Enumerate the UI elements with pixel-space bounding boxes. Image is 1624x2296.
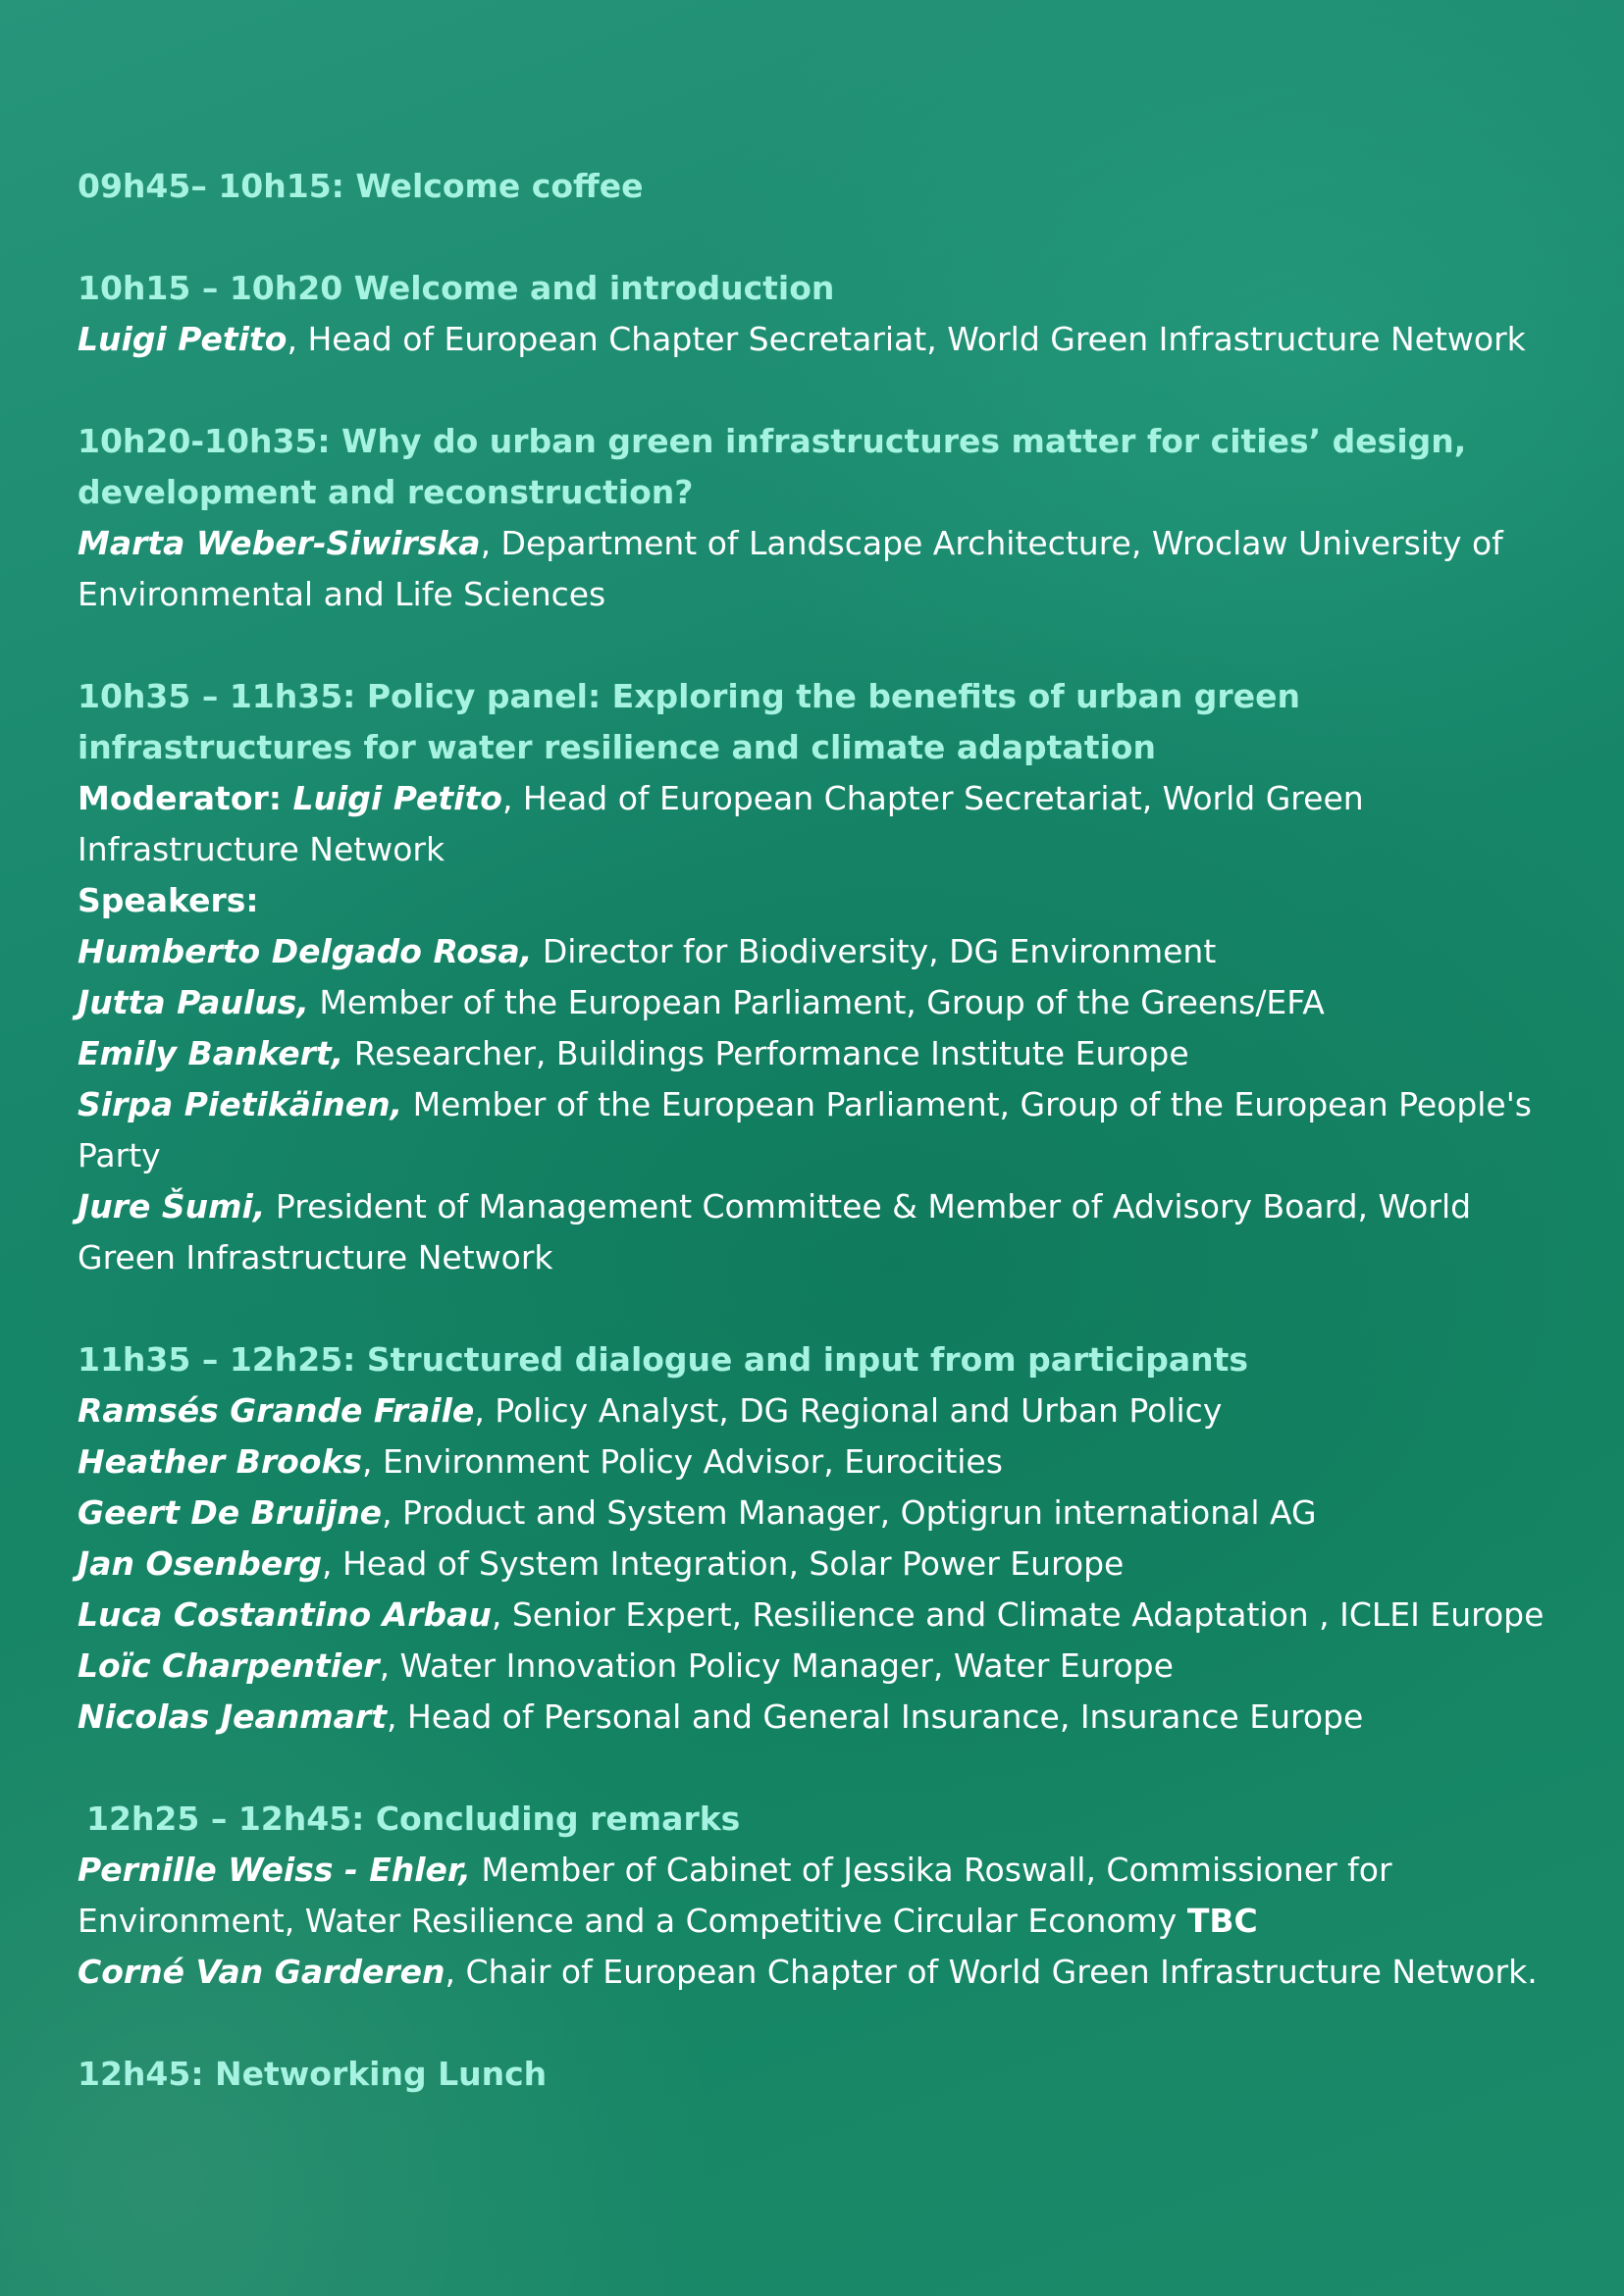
- speaker-name: Ramsés Grande Fraile: [78, 1391, 475, 1430]
- tbc-note: TBC: [1186, 1902, 1258, 1940]
- speaker-role: Member of the European Parliament, Group of the Greens/EFA: [308, 983, 1325, 1021]
- speaker-role: , Product and System Manager, Optigrun international AG: [382, 1493, 1317, 1532]
- speaker-name: Corné Van Garderen: [78, 1953, 445, 1991]
- speaker-role: , Policy Analyst, DG Regional and Urban Policy: [474, 1391, 1223, 1430]
- speaker-line: [78, 1487, 1549, 1539]
- speaker-role: , Water Innovation Policy Manager, Water Europe: [379, 1646, 1174, 1685]
- speaker-line: [78, 1692, 1549, 1743]
- session-time-dialogue: 11h35 – 12h25: Structured dialogue and input from participants: [78, 1340, 1249, 1379]
- speaker-role: Researcher, Buildings Performance Institute Europe: [343, 1034, 1189, 1072]
- speaker-line: [78, 1028, 1549, 1079]
- session-time-concluding: 12h25 – 12h45: Concluding remarks: [86, 1800, 741, 1838]
- speaker-line: [78, 1539, 1549, 1590]
- speaker-name: Luigi Petito: [292, 779, 502, 817]
- session-time-panel: 10h35 – 11h35: Policy panel: Exploring the benefits of urban green infrastructures for water resilience and climate adaptation: [78, 677, 1300, 766]
- speaker-line: [78, 1845, 1549, 1947]
- speaker-name: Geert De Bruijne: [78, 1493, 383, 1532]
- speaker-role: , Environment Policy Advisor, Eurocities: [362, 1442, 1003, 1481]
- speaker-line: [78, 1181, 1549, 1283]
- speaker-role: , Chair of European Chapter of World Green Infrastructure Network.: [445, 1953, 1538, 1991]
- speaker-role: , Department of Landscape Architecture, Wroclaw University of Environmental and Life Sciences: [78, 524, 1503, 613]
- agenda-item-panel: [78, 671, 1549, 1283]
- session-time-why: 10h20-10h35: Why do urban green infrastructures matter for cities’ design, development and reconstruction?: [78, 422, 1467, 511]
- session-time-welcome: 10h15 – 10h20 Welcome and introduction: [78, 269, 835, 307]
- speaker-name: Heather Brooks: [78, 1442, 363, 1481]
- agenda-item-why: [78, 416, 1549, 620]
- session-time-lunch: 12h45: Networking Lunch: [78, 2055, 548, 2093]
- speaker-role: Member of the European Parliament, Group of the European People's Party: [78, 1085, 1532, 1174]
- speakers-label: Speakers:: [78, 881, 259, 919]
- speaker-name: Jutta Paulus,: [78, 983, 309, 1021]
- agenda-item-lunch: [78, 2049, 1549, 2100]
- speaker-line: [78, 314, 1549, 365]
- speaker-name: Sirpa Pietikäinen,: [78, 1085, 403, 1123]
- agenda-item-welcome: [78, 263, 1549, 365]
- speaker-line: [78, 1079, 1549, 1181]
- agenda-content: [78, 161, 1549, 2151]
- agenda-item-concluding: [78, 1794, 1549, 1998]
- session-time-coffee: 09h45– 10h15: Welcome coffee: [78, 167, 644, 205]
- speaker-line: [78, 1590, 1549, 1641]
- speaker-name: Loïc Charpentier: [78, 1646, 380, 1685]
- speaker-name: Jan Osenberg: [78, 1544, 322, 1583]
- speaker-name: Luca Costantino Arbau: [78, 1595, 492, 1634]
- speaker-role: , Head of European Chapter Secretariat, World Green Infrastructure Network: [287, 320, 1526, 358]
- moderator-line: [78, 773, 1549, 875]
- speaker-line: [78, 1436, 1549, 1487]
- speaker-role: , Head of European Chapter Secretariat, World Green Infrastructure Network: [78, 779, 1364, 868]
- speaker-role: President of Management Committee & Member of Advisory Board, World Green Infrastructure Network: [78, 1187, 1472, 1277]
- speaker-line: [78, 1385, 1549, 1436]
- speaker-line: [78, 1641, 1549, 1692]
- speaker-role: , Senior Expert, Resilience and Climate Adaptation , ICLEI Europe: [491, 1595, 1545, 1634]
- speaker-name: Pernille Weiss - Ehler,: [78, 1851, 471, 1889]
- moderator-label: Moderator:: [78, 779, 293, 817]
- speaker-line: [78, 518, 1549, 620]
- speaker-name: Humberto Delgado Rosa,: [78, 932, 533, 970]
- speaker-name: Emily Bankert,: [78, 1034, 344, 1072]
- agenda-item-dialogue: [78, 1334, 1549, 1743]
- speaker-line: [78, 977, 1549, 1028]
- speaker-name: Jure Šumi,: [78, 1187, 266, 1226]
- speaker-name: Nicolas Jeanmart: [78, 1697, 387, 1736]
- speaker-name: Marta Weber-Siwirska: [78, 524, 481, 562]
- speaker-role: , Head of System Integration, Solar Power Europe: [322, 1544, 1125, 1583]
- speaker-name: Luigi Petito: [78, 320, 288, 358]
- speaker-line: [78, 926, 1549, 977]
- speaker-role: , Head of Personal and General Insurance, Insurance Europe: [387, 1697, 1364, 1736]
- agenda-item-coffee: [78, 161, 1549, 212]
- speaker-line: [78, 1947, 1549, 1998]
- speaker-role: Director for Biodiversity, DG Environment: [532, 932, 1217, 970]
- speaker-role: Member of Cabinet of Jessika Roswall, Commissioner for Environment, Water Resilience and a Competitive Circular Economy: [78, 1851, 1392, 1940]
